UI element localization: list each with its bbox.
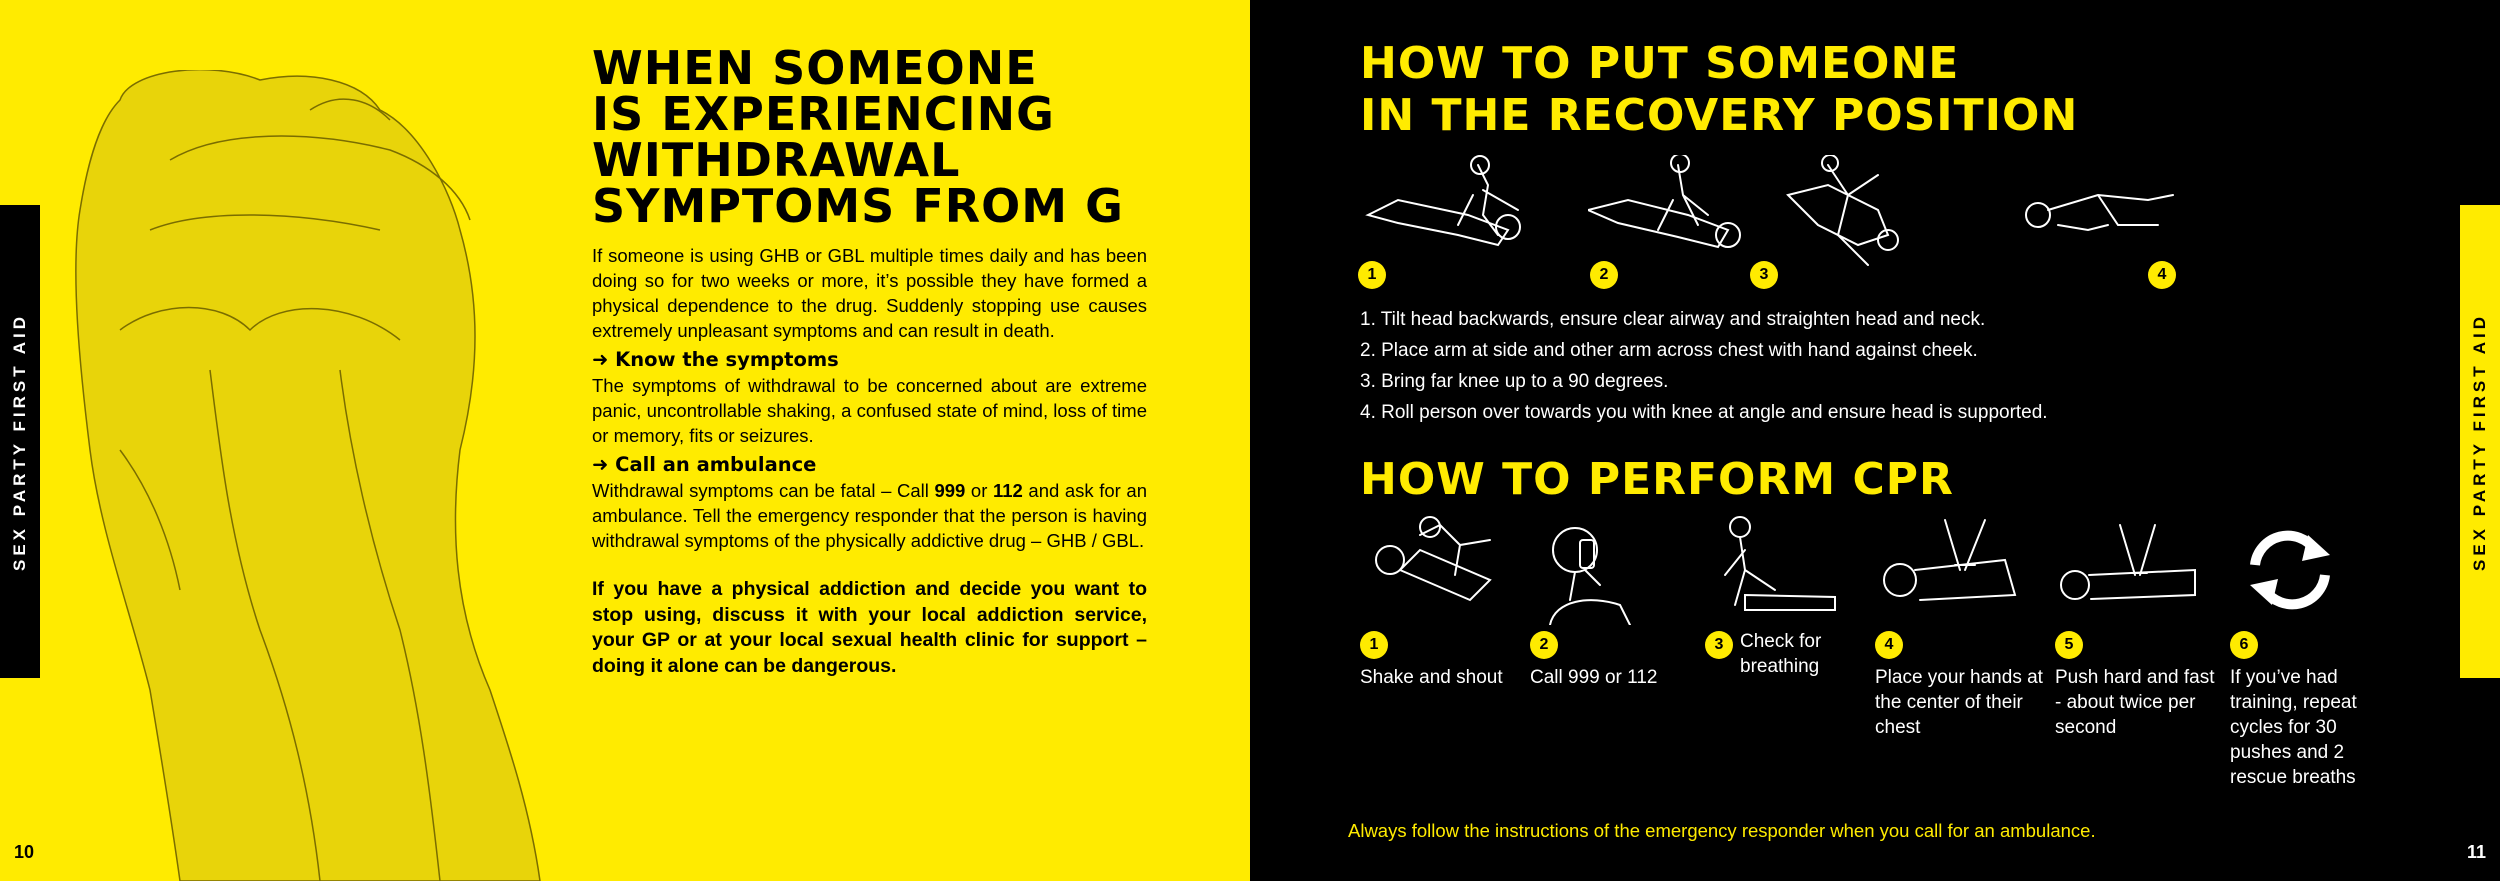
chest-compression-illustration (2055, 515, 2205, 625)
intro-paragraph: If someone is using GHB or GBL multiple times daily and has been doing so for two weeks or more, it’s possible they have formed a physical dependence to the drug. Suddenly stopping use causes extremely unpleasant symptoms and can result in death. (592, 245, 1147, 341)
emergency-number-999: 999 (934, 480, 966, 501)
cpr-step-label: Call 999 or 112 (1530, 667, 1658, 688)
ambulance-paragraph (592, 478, 1147, 553)
repeat-cycle-icon (2230, 515, 2350, 625)
cpr-step-label: Shake and shout (1360, 667, 1503, 688)
recovery-badge-4: 4 (2148, 261, 2176, 289)
cpr-badge: 4 (1875, 631, 1903, 659)
recovery-step: 3. Bring far knee up to a 90 degrees. (1360, 371, 1669, 392)
heading-line: SYMPTOMS FROM G (592, 179, 1124, 233)
ambulance-text-end: and ask for an ambulance. Tell the emergency responder that the person is having withdrawal symptoms of the physically addictive drug – GHB / GBL. (592, 480, 1148, 551)
recovery-step: 2. Place arm at side and other arm across chest with hand against cheek. (1360, 340, 1978, 361)
side-tab-left (0, 205, 40, 678)
cpr-step-5 (2055, 515, 2225, 740)
recovery-heading (1360, 38, 2078, 142)
withdrawal-section (592, 41, 1148, 679)
cpr-badge: 2 (1530, 631, 1558, 659)
recovery-figure-1 (1358, 155, 1538, 275)
hand-illustration (60, 70, 560, 881)
know-symptoms-heading: ➜ Know the symptoms (592, 348, 839, 371)
recovery-badge-2: 2 (1590, 261, 1618, 289)
cpr-badge: 6 (2230, 631, 2258, 659)
cpr-step-label: Push hard and fast - about twice per second (2055, 667, 2215, 738)
recovery-illustrations (1358, 155, 2178, 295)
cpr-step-4 (1875, 515, 2045, 740)
cpr-step-1 (1360, 515, 1530, 690)
recovery-figure-2 (1588, 155, 1768, 275)
heading-line: WITHDRAWAL (592, 133, 961, 187)
right-page (1250, 0, 2500, 881)
phone-call-illustration (1530, 515, 1660, 625)
recovery-steps-list (1360, 304, 2048, 428)
cpr-step-label: If you’ve had training, repeat cycles for 30 pushes and 2 rescue breaths (2230, 667, 2357, 788)
symptoms-paragraph: The symptoms of withdrawal to be concerned about are extreme panic, uncontrollable shaking, a confused state of mind, loss of time or memory, fits or seizures. (592, 375, 1147, 446)
side-tab-right-label: SEX PARTY FIRST AID (2470, 312, 2489, 571)
cpr-step-label: Place your hands at the center of their chest (1875, 667, 2043, 738)
page-number-left: 10 (14, 842, 35, 862)
call-ambulance-heading: ➜ Call an ambulance (592, 453, 817, 476)
recovery-badge-1: 1 (1358, 261, 1386, 289)
cpr-badge: 3 (1705, 631, 1733, 659)
recovery-step: 1. Tilt head backwards, ensure clear airway and straighten head and neck. (1360, 309, 1986, 330)
or-word: or (965, 480, 993, 501)
cpr-badge: 5 (2055, 631, 2083, 659)
cpr-step-label: Check for breathing (1740, 631, 1822, 677)
emergency-number-112: 112 (992, 480, 1023, 501)
cpr-step-2 (1530, 515, 1700, 690)
withdrawal-heading (592, 41, 1147, 233)
ambulance-text-start: Withdrawal symptoms can be fatal – Call (592, 480, 935, 501)
hands-on-chest-illustration (1875, 515, 2025, 625)
heading-line: HOW TO PUT SOMEONE (1360, 38, 1960, 89)
side-tab-right (2460, 205, 2500, 678)
cpr-step-3 (1705, 515, 1875, 679)
recovery-figure-3 (1768, 155, 1918, 275)
recovery-figure-4 (2018, 155, 2178, 275)
heading-line: WHEN SOMEONE (592, 41, 1038, 95)
addiction-note: If you have a physical addiction and decide you want to stop using, discuss it with your local addiction service, your GP or at your local sexual health clinic for support – doing it alone can be dangerous. (592, 578, 1147, 677)
side-tab-left-label: SEX PARTY FIRST AID (10, 312, 29, 571)
footer-note: Always follow the instructions of the emergency responder when you call for an ambulance. (1348, 820, 2096, 841)
heading-line: IN THE RECOVERY POSITION (1360, 90, 2079, 141)
cpr-heading: HOW TO PERFORM CPR (1360, 454, 1954, 505)
recovery-step: 4. Roll person over towards you with knee at angle and ensure head is supported. (1360, 402, 2048, 423)
heading-line: IS EXPERIENCING (592, 87, 1055, 141)
breathing-check-illustration (1705, 515, 1845, 625)
shake-figure-illustration (1360, 515, 1510, 625)
cpr-step-6 (2230, 515, 2400, 790)
recovery-badge-3: 3 (1750, 261, 1778, 289)
cpr-badge: 1 (1360, 631, 1388, 659)
page-number-right: 11 (2466, 842, 2486, 862)
